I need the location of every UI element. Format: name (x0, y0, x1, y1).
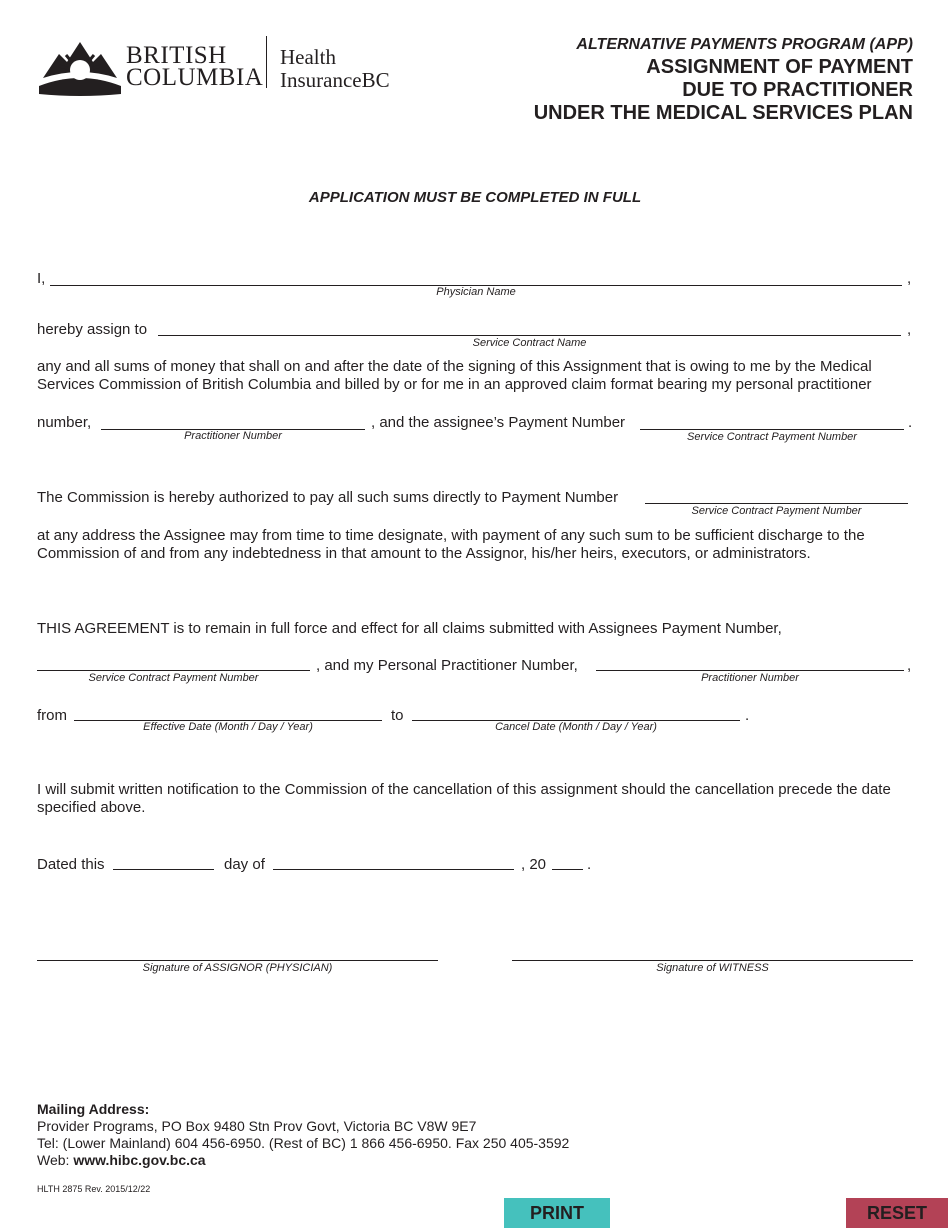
logo-british: BRITISH (126, 42, 227, 69)
physician-comma: , (907, 270, 912, 287)
number-period: . (908, 414, 913, 431)
number-label: number, (37, 414, 92, 431)
web-line (37, 1152, 206, 1168)
logo-divider (266, 36, 267, 88)
web-label: Web: (37, 1152, 74, 1168)
mailing-heading: Mailing Address: (37, 1101, 150, 1117)
commission-payment-number-field[interactable] (645, 503, 908, 504)
print-button[interactable]: PRINT (504, 1198, 610, 1228)
to-label: to (391, 707, 404, 724)
cancel-date-caption: Cancel Date (Month / Day / Year) (495, 721, 657, 733)
personal-practitioner-number-caption: Practitioner Number (701, 672, 799, 684)
assignee-payment-number-caption: Service Contract Payment Number (687, 431, 857, 443)
web-link[interactable]: www.hibc.gov.bc.ca (73, 1152, 206, 1168)
logo-columbia: COLUMBIA (126, 64, 264, 91)
logo-insurancebc: InsuranceBC (280, 68, 390, 92)
assignor-signature-caption: Signature of ASSIGNOR (PHYSICIAN) (142, 962, 333, 974)
assignee-payment-label: , and the assignee’s Payment Number (371, 414, 626, 431)
assign-label: hereby assign to (37, 321, 148, 338)
reset-button[interactable]: RESET (846, 1198, 948, 1228)
assignee-payment-number-field[interactable] (640, 429, 904, 430)
assignment-paragraph: any and all sums of money that shall on and after the date of the signing of this Assignment that is owing to me by the Medical Services Commission of British Columbia and billed by or for me in an approved claim format bearing my personal practitioner (37, 358, 872, 393)
program-title: ALTERNATIVE PAYMENTS PROGRAM (APP) (576, 36, 913, 53)
service-contract-name-caption: Service Contract Name (472, 337, 587, 349)
completion-notice: APPLICATION MUST BE COMPLETED IN FULL (308, 189, 642, 206)
from-label: from (37, 707, 67, 724)
agreement-text: THIS AGREEMENT is to remain in full force and effect for all claims submitted with Assignees Payment Number, (37, 620, 782, 637)
notification-paragraph: I will submit written notification to the Commission of the cancellation of this assignment should the cancellation precede the date specified above. (37, 781, 891, 816)
form-code: HLTH 2875 Rev. 2015/12/22 (37, 1184, 151, 1194)
day-of-label: day of (224, 856, 265, 873)
assignor-signature-field[interactable] (37, 960, 438, 961)
address-paragraph: at any address the Assignee may from time to time designate, with payment of any such sum to be sufficient discharge to the Commission of and from any indebtedness in that amount to the Assignor, his/her heirs, executors, or administrators. (37, 527, 865, 562)
dates-period: . (745, 707, 750, 724)
form-title-line3: UNDER THE MEDICAL SERVICES PLAN (533, 102, 913, 124)
witness-signature-caption: Signature of WITNESS (656, 962, 769, 974)
form-title-line2: DUE TO PRACTITIONER (682, 79, 913, 101)
agreement-payment-number-caption: Service Contract Payment Number (88, 672, 259, 684)
personal-practitioner-label: , and my Personal Practitioner Number, (316, 657, 578, 674)
i-label: I, (37, 270, 46, 287)
practitioner-number-caption: Practitioner Number (184, 430, 282, 442)
sun-mountain-emblem-icon (37, 36, 123, 98)
assign-comma: , (907, 321, 912, 338)
year-prefix: , 20 (521, 856, 547, 873)
effective-date-caption: Effective Date (Month / Day / Year) (143, 721, 313, 733)
logo-health: Health (280, 45, 336, 69)
agreement-payment-number-field[interactable] (37, 670, 310, 671)
dated-period: . (587, 856, 592, 873)
agreement-comma: , (907, 657, 912, 674)
dated-month-field[interactable] (273, 869, 514, 870)
physician-name-caption: Physician Name (436, 286, 516, 298)
contact-phone: Tel: (Lower Mainland) 604 456-6950. (Rest of BC) 1 866 456-6950. Fax 250 405-3592 (37, 1135, 570, 1151)
dated-day-field[interactable] (113, 869, 214, 870)
service-contract-name-field[interactable] (158, 335, 901, 336)
mailing-address: Provider Programs, PO Box 9480 Stn Prov Govt, Victoria BC V8W 9E7 (37, 1118, 477, 1134)
commission-text: The Commission is hereby authorized to pay all such sums directly to Payment Number (37, 489, 619, 506)
witness-signature-field[interactable] (512, 960, 913, 961)
bc-logo (37, 36, 397, 98)
dated-year-field[interactable] (552, 869, 583, 870)
commission-payment-number-caption: Service Contract Payment Number (691, 505, 862, 517)
form-title-line1: ASSIGNMENT OF PAYMENT (646, 56, 913, 78)
personal-practitioner-number-field[interactable] (596, 670, 904, 671)
dated-label: Dated this (37, 856, 105, 873)
